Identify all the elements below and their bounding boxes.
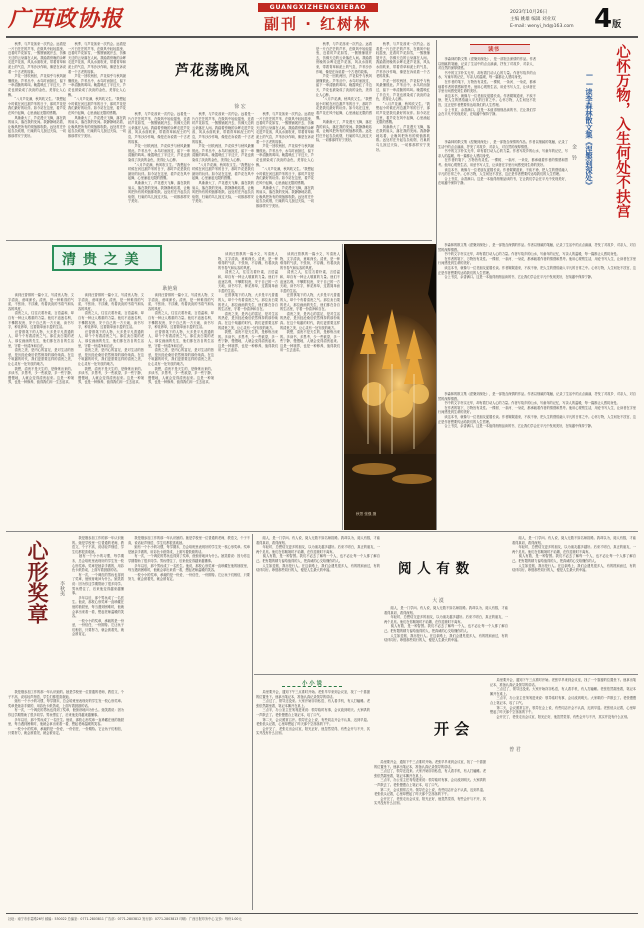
article-author-kaihui: 曾 君 xyxy=(509,747,521,753)
article-author-qinggui: 耿艳菊 xyxy=(162,286,178,292)
issue-email: E-mail: wenyi_hd@163.com xyxy=(510,24,574,29)
article-subtitle-book: ——读李森林散文集《涅槃到深处》 xyxy=(585,70,594,189)
article-body-book-col1: 李森林的散文集《涅槃到深处》，是一部饱含深情的作品。作者以细腻的笔触，记录了生活中的点点滴滴，抒发了对故乡、对亲人、对自然的深厚情感。 书中的文字朴实无华，却有着打动人心的力量。作者写故乡的山水，写童年的记忆，写亲人的温暖，每一篇都让人感同身受。 在作者的笔下，万物皆有灵性。一棵树、一条河、一朵花，都承载着作者的情感和思考。他用心观察生活，用爱书写人生，让读者在字里行间感受到生命的美好。 读这本书，就像与一位老朋友促膝长谈。作者娓娓道来，不疾不徐，把人生的感悟融入平凡的日常之中。心怀万物，人生何处不扶宫，这正是作者想要传达给我们的人生哲理。 合上书页，余香满口。这是一本值得细细品读的书，它让我们学会在平凡中发现美好，在喧嚣中保持宁静。 xyxy=(438,57,536,117)
article-body-book-col2: 李森林的散文集《涅槃到深处》，是一部饱含深情的作品。作者以细腻的笔触，记录了生活中的点点滴滴，抒发了对故乡、对亲人、对自然的深厚情感。 书中的文字朴实无华，却有着打动人心的力量。作者写故乡的山水，写童年的记忆，写亲人的温暖，每一篇都让人感同身受。 在作者的笔下，万物皆有灵性。一棵树、一条河、一朵花，都承载着作者的情感和思考。他用心观察生活，用爱书写人生，让读者在字里行间感受到生命的美好。 读这本书，就像与一位老朋友促膝长谈。作者娓娓道来，不疾不徐，把人生的感悟融入平凡的日常之中。心怀万物，人生何处不扶宫，这正是作者想要传达给我们的人生哲理。 合上书页，余香满口。这是一本值得细细品读的书，它让我们学会在平凡中发现美好，在喧嚣中保持宁静。 xyxy=(438,140,568,186)
page-number xyxy=(594,4,638,36)
divider-qinggui-vert xyxy=(342,244,343,530)
article-title-kaihui: 开 会 xyxy=(434,720,470,738)
article-author-xinwan: 李秋夷 xyxy=(59,580,65,596)
article-body-luhua-col5: 秋季，与芦花荡来一次约会。远看是一片白茫茫的芦苇，在微风中轻轻摇曳，近看时芦花如雪，一簇簇铺展开去，仿佛天边的云朵落在人间。我踏着傍晚的余晖走进芦花荡，风从水面吹来，带着青草和泥土的气息，芦苇沙沙作响，像是在诉说着一个古老的故事。 芦花一回吹两回，芦花似乎与秋风最懂彼此。芦苇丛中，水鸟时而掠过，留下一串清脆的鸣叫。晚霞映红了半边天，芦花也被染成了淡淡的金色，美得让人心醉。 “八月芦花满，秋风吹又生。”我想起小时候在河边割芦苇的日子，那时芦花是我们最好的玩伴。如今站在这里，看芦花在风中起舞，心里涌起无限的感慨。 风渐渐大了，芦花漫天飞舞，落在我的肩头，落在我的发间。我静静地站着，让晚风把所有的烦恼都吹散。远处村庄升起袅袅炊烟，归巢的鸟儿掠过天际，一切都那样安宁美好。 xyxy=(256,112,314,208)
article-body-luhua-col4: 秋季，与芦花荡来一次约会。远看是一片白茫茫的芦苇，在微风中轻轻摇曳，近看时芦花如雪，一簇簇铺展开去，仿佛天边的云朵落在人间。我踏着傍晚的余晖走进芦花荡，风从水面吹来，带着青草和泥土的气息，芦苇沙沙作响，像是在诉说着一个古老的故事。 芦花一回吹两回，芦花似乎与秋风最懂彼此。芦苇丛中，水鸟时而掠过，留下一串清脆的鸣叫。晚霞映红了半边天，芦花也被染成了淡淡的金色，美得让人心醉。 “八月芦花满，秋风吹又生。”我想起小时候在河边割芦苇的日子，那时芦花是我们最好的玩伴。如今站在这里，看芦花在风中起舞，心里涌起无限的感慨。 风渐渐大了，芦花漫天飞舞，落在我的肩头，落在我的发间。我静静地站着，让晚风把所有的烦恼都吹散。远处村庄升起袅袅炊烟，归巢的鸟儿掠过天际，一切都那样安宁美好。 xyxy=(192,112,254,204)
newspaper-logo: 广西政协报 xyxy=(8,6,124,32)
article-body-yuedu-col2: 阅人，是一门学问。有人说，阅人无数不如名师指路。我却以为，阅人有数，才能看得真切，看得深刻。 年轻时，总想结交更多的朋友，以为朋友越多越好。后来才明白，真正的朋友，一两个足矣。他们在你顺境时不谄媚，在你逆境时不离弃。 阅人有数，是一种智慧。我们不必去了解每一个人，也不必让每一个人都了解自己。把有限的精力留给值得的人，把真诚的心交给懂你的人。 人生如逆旅，我亦是行人。在这条路上，我们会遇见很多人，有的擦肩而过，有的结伴同行。珍惜那些同行的人，便是人生最大的幸福。 xyxy=(384,606,508,643)
article-title-book: 心怀万物，入生何处不扶宫 xyxy=(614,44,631,218)
divider-mid-horizontal xyxy=(6,531,638,532)
divider-luhua-bottom xyxy=(6,240,432,241)
divider-yuedu-bottom xyxy=(254,674,638,675)
article-body-book-col4: 李森林的散文集《涅槃到深处》，是一部饱含深情的作品。作者以细腻的笔触，记录了生活中的点点滴滴，抒发了对故乡、对亲人、对自然的深厚情感。 书中的文字朴实无华，却有着打动人心的力量。作者写故乡的山水，写童年的记忆，写亲人的温暖，每一篇都让人感同身受。 在作者的笔下，万物皆有灵性。一棵树、一条河、一朵花，都承载着作者的情感和思考。他用心观察生活，用爱书写人生，让读者在字里行间感受到生命的美好。 读这本书，就像与一位老朋友促膝长谈。作者娓娓道来，不疾不徐，把人生的感悟融入平凡的日常之中。心怀万物，人生何处不扶宫，这正是作者想要传达给我们的人生哲理。 合上书页，余香满口。这是一本值得细细品读的书，它让我们学会在平凡中发现美好，在喧嚣中保持宁静。 xyxy=(438,392,636,429)
article-author-book: 金 铃 xyxy=(571,144,577,160)
article-body-yuedu-col1: 阅人，是一门学问。有人说，阅人无数不如名师指路。我却以为，阅人有数，才能看得真切，看得深刻。 年轻时，总想结交更多的朋友，以为朋友越多越好。后来才明白，真正的朋友，一两个足矣。他们在你顺境时不谄媚，在你逆境时不离弃。 阅人有数，是一种智慧。我们不必去了解每一个人，也不必让每一个人都了解自己。把有限的精力留给值得的人，把真诚的心交给懂你的人。 人生如逆旅，我亦是行人。在这条路上，我们会遇见很多人，有的擦肩而过，有的结伴同行。珍惜那些同行的人，便是人生最大的幸福。 xyxy=(256,536,380,573)
autumn-landscape-photo xyxy=(344,244,436,530)
article-body-luhua-col3: 秋季，与芦花荡来一次约会。远看是一片白茫茫的芦苇，在微风中轻轻摇曳，近看时芦花如雪，一簇簇铺展开去，仿佛天边的云朵落在人间。我踏着傍晚的余晖走进芦花荡，风从水面吹来，带着青草和泥土的气息，芦苇沙沙作响，像是在诉说着一个古老的故事。 芦花一回吹两回，芦花似乎与秋风最懂彼此。芦苇丛中，水鸟时而掠过，留下一串清脆的鸣叫。晚霞映红了半边天，芦花也被染成了淡淡的金色，美得让人心醉。 “八月芦花满，秋风吹又生。”我想起小时候在河边割芦苇的日子，那时芦花是我们最好的玩伴。如今站在这里，看芦花在风中起舞，心里涌起无限的感慨。 风渐渐大了，芦花漫天飞舞，落在我的肩头，落在我的发间。我静静地站着，让晚风把所有的烦恼都吹散。远处村庄升起袅袅炊烟，归巢的鸟儿掠过天际，一切都那样安宁美好。 xyxy=(128,112,190,204)
article-body-xinwan-col1: 我是刚参加工作的那一年认识她的。她是学校里一位普通的老师，教语文，个子不高，说话轻声细语，学生们都很喜欢她。 她有一个小小的习惯，每学期末，总会给班里表现好的学生发一枚心形奖章。奖章是她亲手做的，用彩色卡纸剪成，上面写着鼓励的话。 有一次，一个调皮的男孩也得到了奖章，他惊讶地问为什么。她笑着说：因为你这学期帮助了很多同学。男孩愣住了，后来他变得越来越懂事。 多年以后，那个男孩成了一名医生。他说，那枚心形奖章一直珍藏在他的抽屉里，每当遇到困难时，他就会拿出来看一看，想起老师温暖的笑容。 一枚小小的奖章，承载的是一份爱，一份信任，一份期待。它让孩子们相信，只要努力，就会被看见，就会被肯定。 xyxy=(72,536,124,637)
divider-xinwan-vert xyxy=(252,534,253,910)
issue-date: 2023年10月26日 xyxy=(510,10,548,15)
photo-illustration xyxy=(344,244,436,530)
page-number-unit: 版 xyxy=(612,20,622,30)
article-body-qinggui-col3: 读到汪曾祺的一篇小文，写清贵人物，文字清淡，意味深长。清贵，是一种难得的气质，不张扬，不浮躁，有着淡淡的书卷气和从容的风度。 清贵之人，往往衣着朴素，言语温和，却自有一种让人敬重的力量。他们不追逐名利，不攀附权贵，安于自己的一方天地，读书写字，种花养草，过着简单而丰盈的生活。 汪曾祺笔下的人物，大多是平凡普通的人，却个个有着清贵之气。那位卖白果的老人，那位画画的先生，他们都在各自的生活里，守着一份清净和自在。 清贵之美，是内心的富足，是对生活的热爱，是历经沧桑后依然保持的那份纯真。在这个喧嚣的时代，我们更需要这样的清贵之美，让心灵有一处安放的地方。 我想，清贵不是天生的，是修炼出来的。多读书，多思考，少一些欲望，多一些宁静，慢慢地，人就会变得清贵起来。这是一种境界，也是一种修养，值得我们用一生去追求。 xyxy=(148,293,214,385)
article-title-qinggui: 清 贵 之 美 xyxy=(62,252,140,268)
article-body-book-col3: 李森林的散文集《涅槃到深处》，是一部饱含深情的作品。作者以细腻的笔触，记录了生活中的点点滴滴，抒发了对故乡、对亲人、对自然的深厚情感。 书中的文字朴实无华，却有着打动人心的力量。作者写故乡的山水，写童年的记忆，写亲人的温暖，每一篇都让人感同身受。 在作者的笔下，万物皆有灵性。一棵树、一条河、一朵花，都承载着作者的情感和思考。他用心观察生活，用爱书写人生，让读者在字里行间感受到生命的美好。 读这本书，就像与一位老朋友促膝长谈。作者娓娓道来，不疾不徐，把人生的感悟融入平凡的日常之中。心怀万物，人生何处不扶宫，这正是作者想要传达给我们的人生哲理。 合上书页，余香满口。这是一本值得细细品读的书，它让我们学会在平凡中发现美好，在喧嚣中保持宁静。 xyxy=(438,243,636,280)
footer-info: 社址：南宁市东葛路26号 邮编：530022 总编室：0771-2803811 广告部：0771-2803812 发行部：0771-2803813 印刷：广西日报印务中心 定价：每份1.00元 xyxy=(8,917,242,921)
newspaper-pinyin-banner: GUANGXIZHENGXIEBAO xyxy=(258,3,378,12)
article-body-kaihui-col2: 局里要开会，通知下午三点准时开始。老张早早来到会议室，找了一个靠窗的位置坐下。他拿出笔记本，准备认真记录领导的讲话。 三点过了，领导还没来。大家开始窃窃私语，有人看手机，有人打瞌睡。老张依然端坐着，笔记本摊开在桌上。 三点半，办公室主任匆匆进来说：领导临时有事，会议改到明天。大家哄的一声散去了。老张慢慢合上笔记本，叹了口气。 第二天，会议照常召开。领导在会上说，有些同志开会不认真，迟到早退。老张低头记着，心里却想起了昨天那个空荡荡的下午。 会开完了，老张走出会议室，阳光正好，他忽然觉得，有些会开与不开，其实并没有什么区别。 xyxy=(374,760,486,806)
section-title: 副刊 · 红树林 xyxy=(264,15,372,33)
article-body-luhua-col6: 秋季，与芦花荡来一次约会。远看是一片白茫茫的芦苇，在微风中轻轻摇曳，近看时芦花如雪，一簇簇铺展开去，仿佛天边的云朵落在人间。我踏着傍晚的余晖走进芦花荡，风从水面吹来，带着青草和泥土的气息，芦苇沙沙作响，像是在诉说着一个古老的故事。 芦花一回吹两回，芦花似乎与秋风最懂彼此。芦苇丛中，水鸟时而掠过，留下一串清脆的鸣叫。晚霞映红了半边天，芦花也被染成了淡淡的金色，美得让人心醉。 “八月芦花满，秋风吹又生。”我想起小时候在河边割芦苇的日子，那时芦花是我们最好的玩伴。如今站在这里，看芦花在风中起舞，心里涌起无限的感慨。 风渐渐大了，芦花漫天飞舞，落在我的肩头，落在我的发间。我静静地站着，让晚风把所有的烦恼都吹散。远处村庄升起袅袅炊烟，归巢的鸟儿掠过天际，一切都那样安宁美好。 xyxy=(316,42,372,143)
article-title-xinwan: 心形奖章 xyxy=(25,540,50,624)
article-body-qinggui-col5: 读到汪曾祺的一篇小文，写清贵人物，文字清淡，意味深长。清贵，是一种难得的气质，不张扬，不浮躁，有着淡淡的书卷气和从容的风度。 清贵之人，往往衣着朴素，言语温和，却自有一种让人敬重的力量。他们不追逐名利，不攀附权贵，安于自己的一方天地，读书写字，种花养草，过着简单而丰盈的生活。 汪曾祺笔下的人物，大多是平凡普通的人，却个个有着清贵之气。那位卖白果的老人，那位画画的先生，他们都在各自的生活里，守着一份清净和自在。 清贵之美，是内心的富足，是对生活的热爱，是历经沧桑后依然保持的那份纯真。在这个喧嚣的时代，我们更需要这样的清贵之美，让心灵有一处安放的地方。 我想，清贵不是天生的，是修炼出来的。多读书，多思考，少一些欲望，多一些宁静，慢慢地，人就会变得清贵起来。这是一种境界，也是一种修养，值得我们用一生去追求。 xyxy=(280,252,340,353)
article-body-qinggui-col4: 读到汪曾祺的一篇小文，写清贵人物，文字清淡，意味深长。清贵，是一种难得的气质，不张扬，不浮躁，有着淡淡的书卷气和从容的风度。 清贵之人，往往衣着朴素，言语温和，却自有一种让人敬重的力量。他们不追逐名利，不攀附权贵，安于自己的一方天地，读书写字，种花养草，过着简单而丰盈的生活。 汪曾祺笔下的人物，大多是平凡普通的人，却个个有着清贵之气。那位卖白果的老人，那位画画的先生，他们都在各自的生活里，守着一份清净和自在。 清贵之美，是内心的富足，是对生活的热爱，是历经沧桑后依然保持的那份纯真。在这个喧嚣的时代，我们更需要这样的清贵之美，让心灵有一处安放的地方。 我想，清贵不是天生的，是修炼出来的。多读书，多思考，少一些欲望，多一些宁静，慢慢地，人就会变得清贵起来。这是一种境界，也是一种修养，值得我们用一生去追求。 xyxy=(218,252,278,353)
article-body-xinwan-col3: 我是刚参加工作的那一年认识她的。她是学校里一位普通的老师，教语文，个子不高，说话轻声细语，学生们都很喜欢她。 她有一个小小的习惯，每学期末，总会给班里表现好的学生发一枚心形奖章。奖章是她亲手做的，用彩色卡纸剪成，上面写着鼓励的话。 有一次，一个调皮的男孩也得到了奖章，他惊讶地问为什么。她笑着说：因为你这学期帮助了很多同学。男孩愣住了，后来他变得越来越懂事。 多年以后，那个男孩成了一名医生。他说，那枚心形奖章一直珍藏在他的抽屉里，每当遇到困难时，他就会拿出来看一看，想起老师温暖的笑容。 一枚小小的奖章，承载的是一份爱，一份信任，一份期待。它让孩子们相信，只要努力，就会被看见，就会被肯定。 xyxy=(128,536,250,582)
masthead-rule xyxy=(6,36,638,38)
divider-right-col xyxy=(436,40,437,530)
article-body-yuedu-col3: 阅人，是一门学问。有人说，阅人无数不如名师指路。我却以为，阅人有数，才能看得真切，看得深刻。 年轻时，总想结交更多的朋友，以为朋友越多越好。后来才明白，真正的朋友，一两个足矣。他们在你顺境时不谄媚，在你逆境时不离弃。 阅人有数，是一种智慧。我们不必去了解每一个人，也不必让每一个人都了解自己。把有限的精力留给值得的人，把真诚的心交给懂你的人。 人生如逆旅，我亦是行人。在这条路上，我们会遇见很多人，有的擦肩而过，有的结伴同行。珍惜那些同行的人，便是人生最大的幸福。 xyxy=(512,536,636,573)
xiaoxiaoshuo-tag: 小 小 说 xyxy=(282,679,342,687)
article-body-kaihui-col1: 局里要开会，通知下午三点准时开始。老张早早来到会议室，找了一个靠窗的位置坐下。他拿出笔记本，准备认真记录领导的讲话。 三点过了，领导还没来。大家开始窃窃私语，有人看手机，有人打瞌睡。老张依然端坐着，笔记本摊开在桌上。 三点半，办公室主任匆匆进来说：领导临时有事，会议改到明天。大家哄的一声散去了。老张慢慢合上笔记本，叹了口气。 第二天，会议照常召开。领导在会上说，有些同志开会不认真，迟到早退。老张低头记着，心里却想起了昨天那个空荡荡的下午。 会开完了，老张走出会议室，阳光正好，他忽然觉得，有些会开与不开，其实并没有什么区别。 xyxy=(256,690,370,736)
book-tag-label: 读书 xyxy=(488,47,500,53)
article-body-qinggui-col1: 读到汪曾祺的一篇小文，写清贵人物，文字清淡，意味深长。清贵，是一种难得的气质，不张扬，不浮躁，有着淡淡的书卷气和从容的风度。 清贵之人，往往衣着朴素，言语温和，却自有一种让人敬重的力量。他们不追逐名利，不攀附权贵，安于自己的一方天地，读书写字，种花养草，过着简单而丰盈的生活。 汪曾祺笔下的人物，大多是平凡普通的人，却个个有着清贵之气。那位卖白果的老人，那位画画的先生，他们都在各自的生活里，守着一份清净和自在。 清贵之美，是内心的富足，是对生活的热爱，是历经沧桑后依然保持的那份纯真。在这个喧嚣的时代，我们更需要这样的清贵之美，让心灵有一处安放的地方。 我想，清贵不是天生的，是修炼出来的。多读书，多思考，少一些欲望，多一些宁静，慢慢地，人就会变得清贵起来。这是一种境界，也是一种修养，值得我们用一生去追求。 xyxy=(8,293,74,385)
article-body-kaihui-col3: 局里要开会，通知下午三点准时开始。老张早早来到会议室，找了一个靠窗的位置坐下。他拿出笔记本，准备认真记录领导的讲话。 三点过了，领导还没来。大家开始窃窃私语，有人看手机，有人打瞌睡。老张依然端坐着，笔记本摊开在桌上。 三点半，办公室主任匆匆进来说：领导临时有事，会议改到明天。大家哄的一声散去了。老张慢慢合上笔记本，叹了口气。 第二天，会议照常召开。领导在会上说，有些同志开会不认真，迟到早退。老张低头记着，心里却想起了昨天那个空荡荡的下午。 会开完了，老张走出会议室，阳光正好，他忽然觉得，有些会开与不开，其实并没有什么区别。 xyxy=(490,678,636,719)
footer-rule xyxy=(6,913,638,914)
page-number-digit: 4 xyxy=(594,4,613,34)
article-author-luhua: 徐 宏 xyxy=(234,104,246,110)
article-author-yuedu: 大 漠 xyxy=(432,598,444,604)
article-body-xinwan-col2: 我是刚参加工作的那一年认识她的。她是学校里一位普通的老师，教语文，个子不高，说话轻声细语，学生们都很喜欢她。 她有一个小小的习惯，每学期末，总会给班里表现好的学生发一枚心形奖章。奖章是她亲手做的，用彩色卡纸剪成，上面写着鼓励的话。 有一次，一个调皮的男孩也得到了奖章，他惊讶地问为什么。她笑着说：因为你这学期帮助了很多同学。男孩愣住了，后来他变得越来越懂事。 多年以后，那个男孩成了一名医生。他说，那枚心形奖章一直珍藏在他的抽屉里，每当遇到困难时，他就会拿出来看一看，想起老师温暖的笑容。 一枚小小的奖章，承载的是一份爱，一份信任，一份期待。它让孩子们相信，只要努力，就会被看见，就会被肯定。 xyxy=(8,690,124,736)
article-body-luhua-col7: 秋季，与芦花荡来一次约会。远看是一片白茫茫的芦苇，在微风中轻轻摇曳，近看时芦花如雪，一簇簇铺展开去，仿佛天边的云朵落在人间。我踏着傍晚的余晖走进芦花荡，风从水面吹来，带着青草和泥土的气息，芦苇沙沙作响，像是在诉说着一个古老的故事。 芦花一回吹两回，芦花似乎与秋风最懂彼此。芦苇丛中，水鸟时而掠过，留下一串清脆的鸣叫。晚霞映红了半边天，芦花也被染成了淡淡的金色，美得让人心醉。 “八月芦花满，秋风吹又生。”我想起小时候在河边割芦苇的日子，那时芦花是我们最好的玩伴。如今站在这里，看芦花在风中起舞，心里涌起无限的感慨。 风渐渐大了，芦花漫天飞舞，落在我的肩头，落在我的发间。我静静地站着，让晚风把所有的烦恼都吹散。远处村庄升起袅袅炊烟，归巢的鸟儿掠过天际，一切都那样安宁美好。 xyxy=(376,42,430,152)
photo-caption: 秋景 张强 摄 xyxy=(356,512,377,516)
article-body-luhua-col1: 秋季，与芦花荡来一次约会。远看是一片白茫茫的芦苇，在微风中轻轻摇曳，近看时芦花如雪，一簇簇铺展开去，仿佛天边的云朵落在人间。我踏着傍晚的余晖走进芦花荡，风从水面吹来，带着青草和泥土的气息，芦苇沙沙作响，像是在诉说着一个古老的故事。 芦花一回吹两回，芦花似乎与秋风最懂彼此。芦苇丛中，水鸟时而掠过，留下一串清脆的鸣叫。晚霞映红了半边天，芦花也被染成了淡淡的金色，美得让人心醉。 “八月芦花满，秋风吹又生。”我想起小时候在河边割芦苇的日子，那时芦花是我们最好的玩伴。如今站在这里，看芦花在风中起舞，心里涌起无限的感慨。 风渐渐大了，芦花漫天飞舞，落在我的肩头，落在我的发间。我静静地站着，让晚风把所有的烦恼都吹散。远处村庄升起袅袅炊烟，归巢的鸟儿掠过天际，一切都那样安宁美好。 xyxy=(8,42,66,138)
article-body-luhua-col2: 秋季，与芦花荡来一次约会。远看是一片白茫茫的芦苇，在微风中轻轻摇曳，近看时芦花如雪，一簇簇铺展开去，仿佛天边的云朵落在人间。我踏着傍晚的余晖走进芦花荡，风从水面吹来，带着青草和泥土的气息，芦苇沙沙作响，像是在诉说着一个古老的故事。 芦花一回吹两回，芦花似乎与秋风最懂彼此。芦苇丛中，水鸟时而掠过，留下一串清脆的鸣叫。晚霞映红了半边天，芦花也被染成了淡淡的金色，美得让人心醉。 “八月芦花满，秋风吹又生。”我想起小时候在河边割芦苇的日子，那时芦花是我们最好的玩伴。如今站在这里，看芦花在风中起舞，心里涌起无限的感慨。 风渐渐大了，芦花漫天飞舞，落在我的肩头，落在我的发间。我静静地站着，让晚风把所有的烦恼都吹散。远处村庄升起袅袅炊烟，归巢的鸟儿掠过天际，一切都那样安宁美好。 xyxy=(68,42,126,138)
issue-editor: 主编 姚雄 编辑 刘业双 xyxy=(510,17,556,22)
article-body-qinggui-col2: 读到汪曾祺的一篇小文，写清贵人物，文字清淡，意味深长。清贵，是一种难得的气质，不张扬，不浮躁，有着淡淡的书卷气和从容的风度。 清贵之人，往往衣着朴素，言语温和，却自有一种让人敬重的力量。他们不追逐名利，不攀附权贵，安于自己的一方天地，读书写字，种花养草，过着简单而丰盈的生活。 汪曾祺笔下的人物，大多是平凡普通的人，却个个有着清贵之气。那位卖白果的老人，那位画画的先生，他们都在各自的生活里，守着一份清净和自在。 清贵之美，是内心的富足，是对生活的热爱，是历经沧桑后依然保持的那份纯真。在这个喧嚣的时代，我们更需要这样的清贵之美，让心灵有一处安放的地方。 我想，清贵不是天生的，是修炼出来的。多读书，多思考，少一些欲望，多一些宁静，慢慢地，人就会变得清贵起来。这是一种境界，也是一种修养，值得我们用一生去追求。 xyxy=(78,293,144,385)
article-title-yuedu: 阅 人 有 数 xyxy=(398,561,470,577)
article-title-luhua: 芦花荡晚风 xyxy=(175,63,250,79)
